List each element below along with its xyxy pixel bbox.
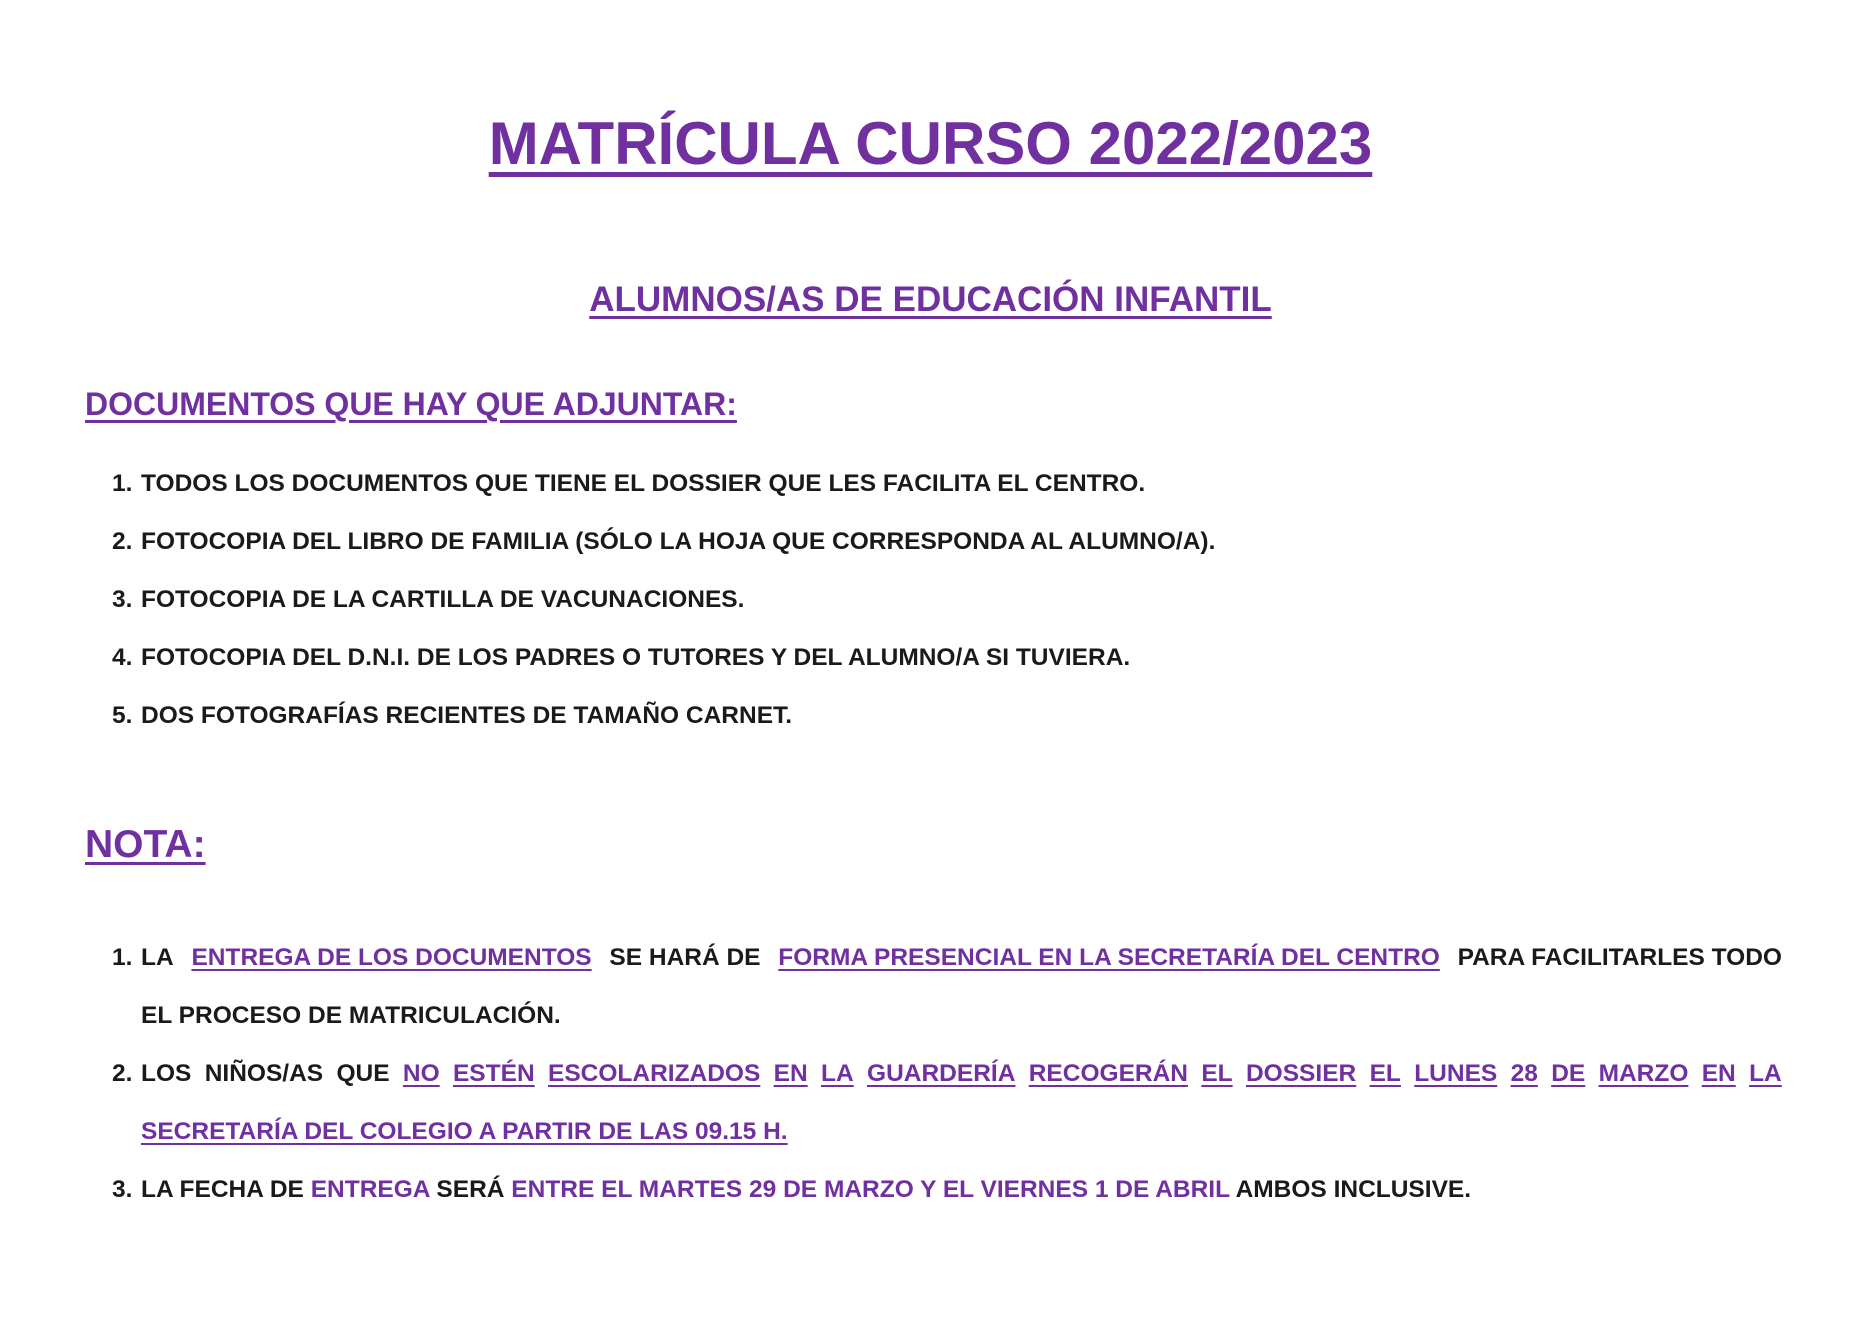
nota-item-2-line-1 [141, 1058, 1782, 1090]
list-item-number: 3. [112, 1176, 133, 1203]
page-subtitle: ALUMNOS/AS DE EDUCACIÓN INFANTIL [589, 280, 1272, 319]
nota-item-2-highlight-word: RECOGERÁN [1028, 1060, 1188, 1087]
nota-item-2-highlight-word: ESCOLARIZADOS [547, 1060, 761, 1087]
nota-item-2-highlight-word: DOSSIER [1245, 1060, 1357, 1087]
nota-item-2-word: NIÑOS/AS [204, 1060, 324, 1087]
nota-item-1-text-e: PARA FACILITARLES TODO [1457, 944, 1782, 971]
list-item-number: 2. [112, 528, 133, 555]
list-item-text: FOTOCOPIA DEL D.N.I. DE LOS PADRES O TUTORES Y DEL ALUMNO/A SI TUVIERA. [141, 644, 1131, 671]
nota-item-3-text [141, 1174, 1471, 1206]
nota-item-2-highlight-word: MARZO [1598, 1060, 1689, 1087]
nota-item-2-highlight-word: EN [1701, 1060, 1736, 1087]
nota-item-1-text-line2: EL PROCESO DE MATRICULACIÓN. [141, 1002, 561, 1029]
list-item-text: DOS FOTOGRAFÍAS RECIENTES DE TAMAÑO CARNET. [141, 702, 793, 729]
list-item-text: TODOS LOS DOCUMENTOS QUE TIENE EL DOSSIER QUE LES FACILITA EL CENTRO. [141, 470, 1146, 497]
nota-item-3-text-a: LA FECHA DE [141, 1176, 304, 1203]
nota-item-1-text-a: LA [141, 944, 174, 971]
list-item-text: FOTOCOPIA DE LA CARTILLA DE VACUNACIONES. [141, 586, 745, 613]
nota-item-2-highlight-word: LA [1749, 1060, 1782, 1087]
nota-item-2-highlight-word: NO [402, 1060, 440, 1087]
list-item-number: 3. [112, 586, 133, 613]
nota-item-2-highlight-word: 28 [1510, 1060, 1538, 1087]
nota-item-2-highlight-word: LUNES [1414, 1060, 1498, 1087]
nota-item-2-highlight-line2: SECRETARÍA DEL COLEGIO A PARTIR DE LAS 09.15 H. [141, 1118, 788, 1145]
nota-item-2-highlight-word: EN [773, 1060, 808, 1087]
nota-item-1-highlight-delivery: ENTREGA DE LOS DOCUMENTOS [191, 944, 592, 971]
nota-item-3-text-c: SERÁ [436, 1176, 505, 1203]
nota-item-2-highlight-word: ESTÉN [452, 1060, 535, 1087]
list-item-number: 2. [112, 1060, 133, 1087]
nota-item-2-word: LOS [141, 1060, 192, 1087]
list-item-number: 1. [112, 944, 133, 971]
nota-item-1-highlight-location: FORMA PRESENCIAL EN LA SECRETARÍA DEL CENTRO [778, 944, 1440, 971]
list-item-number: 4. [112, 644, 133, 671]
nota-item-2-word: QUE [336, 1060, 390, 1087]
list-item-text: FOTOCOPIA DEL LIBRO DE FAMILIA (SÓLO LA HOJA QUE CORRESPONDA AL ALUMNO/A). [141, 528, 1216, 555]
nota-item-3-highlight-delivery: ENTREGA [310, 1176, 430, 1203]
nota-item-3-highlight-dates: ENTRE EL MARTES 29 DE MARZO Y EL VIERNES 1 DE ABRIL [511, 1176, 1230, 1203]
list-item-number: 5. [112, 702, 133, 729]
nota-item-2-highlight-word: LA [821, 1060, 854, 1087]
nota-heading: NOTA: [85, 823, 206, 866]
nota-item-2-highlight-word: EL [1201, 1060, 1233, 1087]
documents-heading: DOCUMENTOS QUE HAY QUE ADJUNTAR: [85, 386, 737, 422]
nota-item-1-line-1 [141, 942, 1782, 974]
nota-item-2-highlight-word: EL [1369, 1060, 1401, 1087]
list-item-number: 1. [112, 470, 133, 497]
nota-item-1-text-c: SE HARÁ DE [609, 944, 761, 971]
nota-item-2-highlight-word: DE [1551, 1060, 1586, 1087]
nota-item-3-text-e: AMBOS INCLUSIVE. [1235, 1176, 1472, 1203]
page-title: MATRÍCULA CURSO 2022/2023 [488, 110, 1373, 177]
nota-item-2-highlight-word: GUARDERÍA [867, 1060, 1016, 1087]
